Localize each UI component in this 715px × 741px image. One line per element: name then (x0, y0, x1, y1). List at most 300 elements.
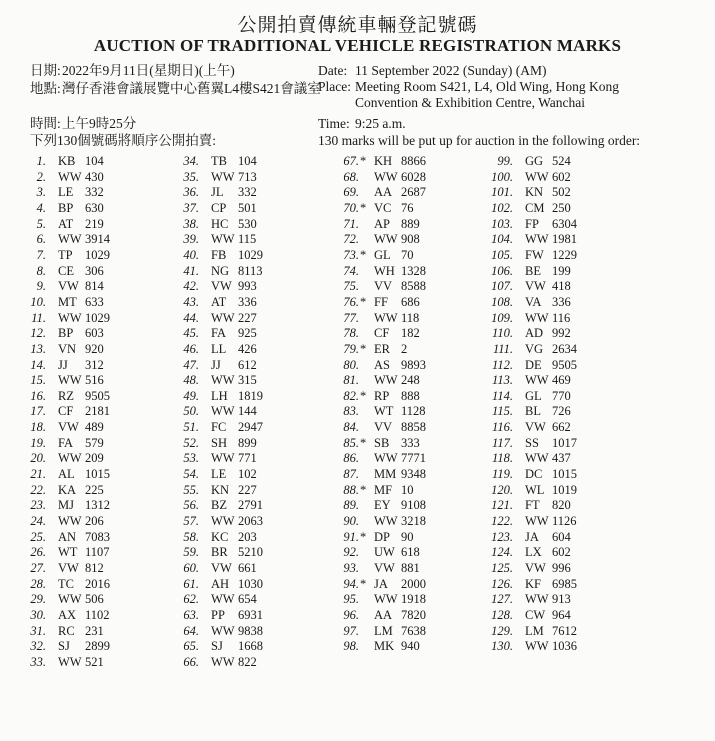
auction-list-row (26, 467, 110, 482)
mark-number: 3218 (401, 513, 426, 528)
mark-prefix: KC (211, 529, 229, 544)
mark-number: 713 (238, 169, 257, 184)
auction-list-row (339, 483, 414, 498)
auction-list-row (489, 436, 577, 451)
mark-number: 333 (401, 435, 420, 450)
mark-number: 1107 (85, 545, 110, 560)
time-line-en (318, 116, 406, 132)
item-number: 92. (343, 545, 359, 560)
auction-list-row (489, 154, 571, 169)
mark-prefix: RZ (58, 388, 74, 403)
mark-number: 8858 (401, 420, 426, 435)
item-number: 107. (491, 279, 513, 294)
mark-prefix: WW (211, 654, 235, 669)
auction-list-row (489, 279, 571, 294)
mark-number: 332 (85, 185, 104, 200)
item-number: 30. (30, 607, 46, 622)
mark-number: 1668 (238, 639, 263, 654)
auction-list-row (179, 217, 257, 232)
item-number: 60. (183, 560, 199, 575)
auction-list-row (179, 530, 257, 545)
auction-list-row (179, 389, 263, 404)
mark-prefix: VW (58, 279, 79, 294)
auction-list-row (179, 185, 257, 200)
item-number: 118. (492, 451, 513, 466)
place-value-zh: 灣仔香港會議展覽中心舊翼L4樓S421會議室 (62, 81, 321, 96)
item-number: 126. (491, 576, 513, 591)
auction-list-row (339, 342, 407, 357)
mark-prefix: VC (374, 201, 392, 215)
mark-number: 618 (401, 545, 420, 560)
auction-list-row (26, 264, 104, 279)
mark-number: 2791 (238, 498, 263, 513)
mark-prefix: WW (211, 451, 235, 466)
mark-prefix: TB (211, 154, 227, 168)
time-label-zh: 時間: (30, 116, 61, 131)
mark-number: 489 (85, 420, 104, 435)
mark-number: 603 (85, 326, 104, 341)
item-number: 97. (343, 623, 359, 638)
mark-prefix: AX (58, 607, 77, 622)
item-number: 112. (492, 357, 513, 372)
item-number: 3. (36, 185, 46, 200)
auction-list-row (26, 358, 104, 373)
mark-prefix: KN (211, 482, 230, 497)
mark-number: 1312 (85, 498, 110, 513)
mark-number: 336 (238, 294, 257, 309)
mark-number: 227 (238, 482, 257, 497)
auction-list-row (26, 295, 104, 310)
item-number: 23. (30, 498, 46, 513)
mark-number: 336 (552, 294, 571, 309)
item-number: 101. (491, 185, 513, 200)
date-label-en: Date: (318, 63, 348, 78)
mark-prefix: BP (58, 201, 74, 215)
auction-list-row (26, 514, 104, 529)
place-line-zh (30, 81, 321, 97)
auction-list-row (179, 358, 257, 373)
mark-number: 2063 (238, 513, 263, 528)
mark-prefix: DC (525, 467, 543, 481)
item-number: 21. (30, 467, 46, 481)
item-number: 66. (183, 654, 199, 669)
mark-number: 7771 (401, 451, 426, 466)
mark-number: 306 (85, 263, 104, 278)
auction-list-row (339, 530, 414, 545)
mark-number: 203 (238, 529, 257, 544)
item-number: 50. (183, 404, 199, 419)
mark-number: 501 (238, 201, 257, 215)
asterisk-marker: * (360, 576, 367, 591)
item-number: 47. (183, 357, 199, 372)
mark-number: 6028 (401, 169, 426, 184)
auction-list-row (26, 185, 104, 200)
mark-number: 6931 (238, 607, 263, 622)
item-number: 94. (343, 576, 359, 591)
auction-list-row (179, 170, 257, 185)
item-number: 86. (343, 451, 359, 466)
mark-prefix: NG (211, 263, 230, 278)
auction-list-row (489, 624, 577, 639)
item-number: 106. (491, 263, 513, 278)
mark-prefix: LH (211, 388, 228, 403)
item-number: 75. (343, 279, 359, 294)
mark-prefix: PP (211, 607, 225, 622)
auction-list-row (489, 342, 577, 357)
mark-prefix: DP (374, 529, 390, 544)
auction-list-row (339, 420, 426, 435)
mark-number: 925 (238, 326, 257, 341)
auction-list-row (179, 279, 257, 294)
auction-list-row (489, 420, 571, 435)
auction-list-row (489, 592, 571, 607)
item-number: 22. (30, 482, 46, 497)
mark-number: 1819 (238, 388, 263, 403)
item-number: 15. (30, 373, 46, 388)
auction-list-row (26, 248, 110, 263)
auction-list-row (179, 592, 257, 607)
item-number: 2. (36, 169, 46, 184)
auction-list-row (339, 545, 420, 560)
auction-list-row (26, 545, 110, 560)
item-number: 28. (30, 576, 46, 591)
mark-number: 940 (401, 639, 420, 654)
mark-prefix: FF (374, 294, 388, 309)
item-number: 85. (343, 435, 359, 450)
mark-prefix: AS (374, 357, 390, 372)
mark-number: 250 (552, 201, 571, 215)
asterisk-marker: * (360, 201, 367, 215)
mark-prefix: MT (58, 294, 77, 309)
mark-number: 654 (238, 592, 257, 607)
mark-prefix: VW (211, 279, 232, 294)
auction-list-row (179, 467, 257, 482)
mark-prefix: CE (58, 263, 74, 278)
auction-list-row (26, 655, 104, 670)
mark-prefix: CP (211, 201, 227, 215)
item-number: 87. (343, 467, 359, 481)
auction-list (0, 154, 715, 684)
mark-number: 144 (238, 404, 257, 419)
item-number: 64. (183, 623, 199, 638)
mark-prefix: KA (58, 482, 77, 497)
item-number: 93. (343, 560, 359, 575)
item-number: 54. (183, 467, 199, 481)
item-number: 51. (183, 420, 199, 435)
mark-prefix: VG (525, 341, 544, 356)
mark-number: 1328 (401, 263, 426, 278)
mark-prefix: WW (211, 592, 235, 607)
mark-prefix: WW (58, 310, 82, 325)
auction-list-row (489, 217, 577, 232)
auction-list-row (26, 608, 110, 623)
mark-prefix: CM (525, 201, 545, 215)
item-number: 77. (343, 310, 359, 325)
item-number: 46. (183, 341, 199, 356)
auction-list-row (489, 389, 571, 404)
mark-prefix: JJ (58, 357, 68, 372)
item-number: 8. (36, 263, 46, 278)
mark-prefix: WW (211, 232, 235, 247)
mark-number: 920 (85, 341, 104, 356)
mark-prefix: WW (525, 592, 549, 607)
auction-list-row (339, 389, 420, 404)
auction-list-row (26, 420, 104, 435)
mark-number: 9505 (552, 357, 577, 372)
item-number: 7. (36, 247, 46, 262)
mark-number: 770 (552, 388, 571, 403)
item-number: 68. (343, 169, 359, 184)
auction-list-row (26, 639, 110, 654)
order-note-en: 130 marks will be put up for auction in the following order: (318, 133, 641, 148)
auction-list-row (489, 577, 577, 592)
item-number: 39. (183, 232, 199, 247)
auction-list-row (26, 232, 110, 247)
mark-number: 686 (401, 294, 420, 309)
mark-prefix: AL (58, 467, 75, 481)
mark-number: 502 (552, 185, 571, 200)
item-number: 29. (30, 592, 46, 607)
mark-prefix: LE (58, 185, 74, 200)
mark-number: 822 (238, 654, 257, 669)
mark-prefix: WW (525, 373, 549, 388)
mark-prefix: WW (374, 310, 398, 325)
mark-prefix: AN (58, 529, 77, 544)
mark-number: 312 (85, 357, 104, 372)
mark-number: 726 (552, 404, 571, 419)
mark-number: 426 (238, 341, 257, 356)
asterisk-marker: * (360, 529, 367, 544)
auction-list-row (179, 436, 257, 451)
item-number: 119. (492, 467, 513, 481)
mark-number: 814 (85, 279, 104, 294)
auction-list-row (339, 467, 426, 482)
mark-prefix: WW (58, 654, 82, 669)
mark-number: 6304 (552, 216, 577, 231)
item-number: 104. (491, 232, 513, 247)
mark-prefix: MM (374, 467, 397, 481)
auction-list-row (339, 279, 426, 294)
auction-list-row (489, 295, 571, 310)
mark-prefix: FA (58, 435, 74, 450)
mark-prefix: GG (525, 154, 544, 168)
item-number: 11. (31, 310, 46, 325)
asterisk-marker: * (360, 388, 367, 403)
mark-number: 231 (85, 623, 104, 638)
item-number: 20. (30, 451, 46, 466)
auction-list-row (26, 279, 104, 294)
mark-number: 1128 (401, 404, 426, 419)
item-number: 65. (183, 639, 199, 654)
auction-list-row (179, 514, 263, 529)
auction-list-row (339, 248, 414, 263)
mark-number: 1918 (401, 592, 426, 607)
mark-number: 8866 (401, 154, 426, 168)
mark-prefix: WW (211, 169, 235, 184)
mark-number: 430 (85, 169, 104, 184)
auction-list-row (179, 561, 257, 576)
auction-list-row (339, 451, 426, 466)
mark-number: 118 (401, 310, 420, 325)
item-number: 78. (343, 326, 359, 341)
mark-prefix: HC (211, 216, 229, 231)
mark-prefix: MF (374, 482, 393, 497)
item-number: 31. (30, 623, 46, 638)
mark-prefix: SJ (58, 639, 70, 654)
item-number: 79. (343, 341, 359, 356)
mark-number: 771 (238, 451, 257, 466)
mark-prefix: LM (525, 623, 544, 638)
auction-list-row (26, 217, 104, 232)
auction-list-row (489, 185, 571, 200)
mark-prefix: VW (525, 279, 546, 294)
mark-prefix: LL (211, 341, 227, 356)
mark-number: 612 (238, 357, 257, 372)
place-label-en: Place: (318, 79, 351, 94)
document-title-english: AUCTION OF TRADITIONAL VEHICLE REGISTRATION MARKS (93, 36, 622, 55)
mark-prefix: WW (211, 310, 235, 325)
mark-prefix: WW (374, 451, 398, 466)
asterisk-marker: * (360, 247, 367, 262)
mark-number: 2000 (401, 576, 426, 591)
item-number: 44. (183, 310, 199, 325)
mark-number: 1019 (552, 482, 577, 497)
mark-number: 662 (552, 420, 571, 435)
mark-prefix: ER (374, 341, 390, 356)
auction-list-row (339, 232, 420, 247)
mark-number: 5210 (238, 545, 263, 560)
mark-number: 524 (552, 154, 571, 168)
mark-number: 225 (85, 482, 104, 497)
place-line1-en (318, 79, 619, 95)
mark-number: 908 (401, 232, 420, 247)
mark-prefix: BZ (211, 498, 227, 513)
mark-prefix: VW (525, 420, 546, 435)
auction-list-row (339, 498, 426, 513)
mark-prefix: WW (58, 592, 82, 607)
mark-number: 116 (552, 310, 571, 325)
mark-prefix: AA (374, 607, 393, 622)
mark-prefix: WH (374, 263, 395, 278)
mark-number: 437 (552, 451, 571, 466)
time-value-en: 9:25 a.m. (355, 116, 406, 131)
auction-list-row (26, 311, 110, 326)
item-number: 12. (30, 326, 46, 341)
mark-prefix: WT (58, 545, 78, 560)
item-number: 5. (36, 216, 46, 231)
mark-prefix: FC (211, 420, 227, 435)
mark-prefix: WW (374, 513, 398, 528)
item-number: 74. (343, 263, 359, 278)
date-line-en (318, 63, 546, 79)
auction-list-row (179, 248, 263, 263)
item-number: 122. (491, 513, 513, 528)
item-number: 4. (36, 201, 46, 215)
mark-prefix: GL (525, 388, 542, 403)
mark-number: 1981 (552, 232, 577, 247)
item-number: 67. (343, 154, 359, 168)
auction-list-row (179, 420, 263, 435)
item-number: 38. (183, 216, 199, 231)
mark-number: 602 (552, 169, 571, 184)
item-number: 1. (36, 154, 46, 168)
mark-prefix: LE (211, 467, 227, 481)
item-number: 35. (183, 169, 199, 184)
auction-list-row (179, 232, 256, 247)
mark-number: 1029 (238, 247, 263, 262)
mark-prefix: TC (58, 576, 74, 591)
mark-number: 2016 (85, 576, 110, 591)
auction-list-row (26, 624, 104, 639)
mark-number: 469 (552, 373, 571, 388)
auction-list-row (339, 639, 420, 654)
mark-prefix: WW (58, 169, 82, 184)
mark-number: 9505 (85, 388, 110, 403)
item-number: 123. (491, 529, 513, 544)
mark-prefix: VW (58, 420, 79, 435)
auction-list-row (179, 326, 257, 341)
item-number: 61. (183, 576, 199, 591)
mark-prefix: WW (374, 232, 398, 247)
auction-list-row (339, 514, 426, 529)
auction-list-row (489, 483, 577, 498)
mark-prefix: FB (211, 247, 227, 262)
auction-list-row (26, 154, 104, 169)
auction-list-row (489, 170, 571, 185)
time-line-zh (30, 116, 136, 132)
mark-number: 9348 (401, 467, 426, 481)
mark-number: 182 (401, 326, 420, 341)
mark-prefix: WW (525, 232, 549, 247)
item-number: 40. (183, 247, 199, 262)
mark-prefix: RC (58, 623, 75, 638)
mark-number: 964 (552, 607, 571, 622)
item-number: 25. (30, 529, 46, 544)
item-number: 14. (30, 357, 46, 372)
auction-list-row (179, 373, 257, 388)
mark-number: 530 (238, 216, 257, 231)
mark-number: 1126 (552, 513, 577, 528)
item-number: 96. (343, 607, 359, 622)
asterisk-marker: * (360, 341, 367, 356)
auction-list-row (489, 498, 571, 513)
mark-prefix: WW (58, 232, 82, 247)
mark-prefix: AA (374, 185, 393, 200)
item-number: 63. (183, 607, 199, 622)
item-number: 90. (343, 513, 359, 528)
item-number: 82. (343, 388, 359, 403)
item-number: 125. (491, 560, 513, 575)
auction-list-row (179, 483, 257, 498)
item-number: 19. (30, 435, 46, 450)
mark-prefix: BR (211, 545, 228, 560)
mark-prefix: BE (525, 263, 541, 278)
mark-number: 90 (401, 529, 414, 544)
item-number: 52. (183, 435, 199, 450)
mark-number: 418 (552, 279, 571, 294)
mark-number: 10 (401, 482, 414, 497)
mark-number: 630 (85, 201, 104, 215)
mark-number: 1036 (552, 639, 577, 654)
auction-list-row (339, 624, 426, 639)
item-number: 80. (343, 357, 359, 372)
mark-prefix: WW (525, 451, 549, 466)
item-number: 117. (492, 435, 513, 450)
auction-list-row (26, 436, 104, 451)
mark-prefix: FW (525, 247, 544, 262)
auction-list-row (179, 498, 263, 513)
mark-prefix: KN (525, 185, 544, 200)
